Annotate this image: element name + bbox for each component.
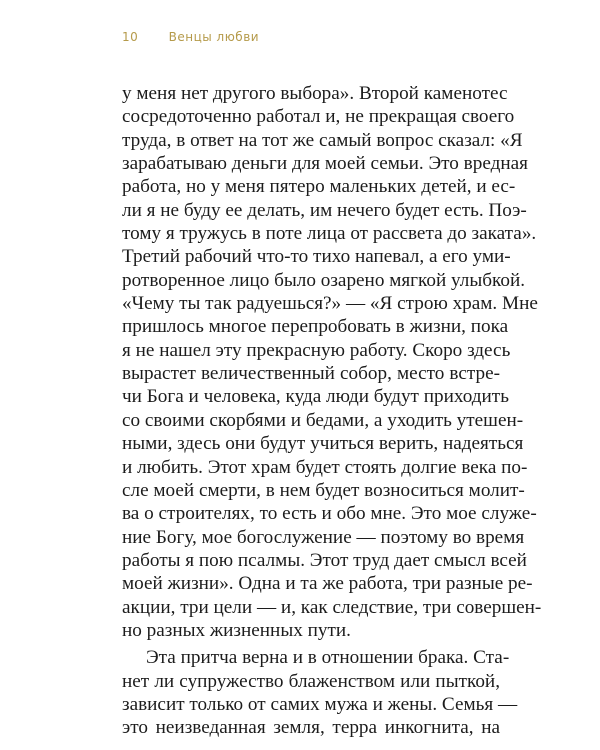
text-line: у меня нет другого выбора». Второй каменотес xyxy=(122,83,508,104)
text-line: и любить. Этот храм будет стоять долгие века по- xyxy=(122,456,528,478)
text-line: это неизведанная земля, терра инкогнита, на xyxy=(122,717,500,739)
text-line: работы я пою псалмы. Этот труд дает смысл всей xyxy=(122,549,527,571)
page-number: 10 xyxy=(122,30,139,44)
text-line: я не нашел эту прекрасную работу. Скоро здесь xyxy=(122,339,511,361)
body-text xyxy=(122,82,542,740)
text-line: ными, здесь они будут учиться верить, надеяться xyxy=(122,433,524,455)
text-line: работа, но у меня пятеро маленьких детей, и ес- xyxy=(122,176,516,198)
text-line: зарабатываю деньги для моей семьи. Это вредная xyxy=(122,153,528,175)
text-line: зависит только от самих мужа и жены. Семья — xyxy=(122,693,518,715)
running-head xyxy=(122,30,259,44)
text-line: со своими скорбями и бедами, а уходить утешен- xyxy=(122,409,524,431)
text-line: Эта притча верна и в отношении брака. Ста- xyxy=(146,647,510,669)
text-line: «Чему ты так радуешься?» — «Я строю храм. Мне xyxy=(122,293,538,315)
running-title: Венцы любви xyxy=(168,30,260,44)
text-line: тому я тружусь в поте лица от рассвета до заката». xyxy=(122,223,537,245)
paragraph-1 xyxy=(122,82,542,642)
text-line: моей жизни». Одна и та же работа, три разные ре- xyxy=(122,573,533,595)
text-line: ние Богу, мое богослужение — поэтому во время xyxy=(122,526,525,548)
text-line: чи Бога и человека, куда люди будут приходить xyxy=(122,386,509,408)
text-line: нет ли супружество блаженством или пыткой, xyxy=(122,670,500,692)
text-line: сосредоточенно работал и, не прекращая своего xyxy=(122,106,515,128)
text-line: вырастет величественный собор, место встре- xyxy=(122,363,500,385)
text-line: сле моей смерти, в нем будет возноситься молит- xyxy=(122,479,525,501)
text-line: акции, три цели — и, как следствие, три совершен- xyxy=(122,596,542,618)
text-line: ротворенное лицо было озарено мягкой улыбкой. xyxy=(122,269,526,291)
text-line: Третий рабочий что-то тихо напевал, а его уми- xyxy=(122,246,511,268)
text-line: но разных жизненных пути. xyxy=(122,619,351,641)
text-line: ва о строителях, то есть и обо мне. Это мое служе- xyxy=(122,503,537,525)
text-line: ли я не буду ее делать, им нечего будет есть. Поэ- xyxy=(122,199,527,221)
text-line: пришлось многое перепробовать в жизни, пока xyxy=(122,316,509,338)
paragraph-2 xyxy=(122,646,518,739)
text-line: труда, в ответ на тот же самый вопрос сказал: «Я xyxy=(122,129,523,151)
